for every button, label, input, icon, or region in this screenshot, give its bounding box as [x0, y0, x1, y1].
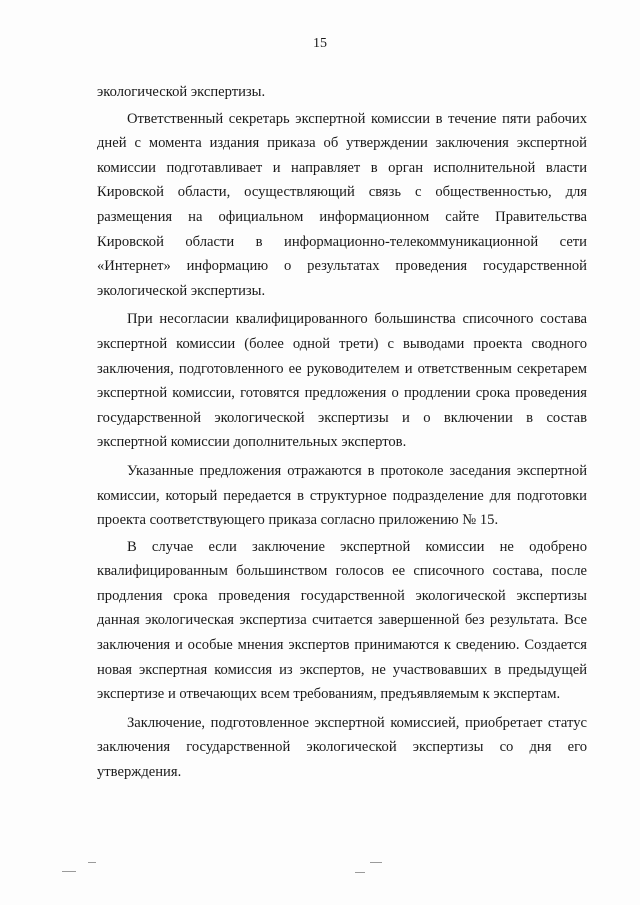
paragraph-continuation: экологической экспертизы.: [97, 84, 266, 100]
page-number: 15: [313, 36, 327, 51]
scan-speck: [370, 862, 382, 863]
scan-speck: [88, 862, 96, 863]
scan-speck: [62, 871, 76, 872]
paragraph-disagreement: При несогласии квалифицированного большинства списочного состава экспертной комиссии (более одной трети) с выводами проекта сводного заключения, подготовленного ее руководителем и ответственным секретарем экспертной комиссии, готовятся предложения о продлении срока проведения государственной экологической экспертизы и о включении в состав экспертной комиссии дополнительных экспертов.: [97, 311, 587, 451]
paragraph-conclusion-status: Заключение, подготовленное экспертной комиссией, приобретает статус заключения государственной экологической экспертизы со дня его утверждения.: [97, 714, 587, 781]
document-body: [97, 80, 587, 785]
paragraph-not-approved: В случае если заключение экспертной комиссии не одобрено квалифицированным большинством голосов ее списочного состава, после продления срока проведения государственной экологической экспертизы данная экологическая экспертиза считается завершенной без результата. Все заключения и особые мнения экспертов принимаются к сведению. Создается новая экспертная комиссия из экспертов, не участвовавших в предыдущей экспертизе и отвечающих всем требованиям, предъявляемым к экспертам.: [97, 538, 587, 703]
scan-speck: [355, 872, 365, 873]
paragraph-proposals: Указанные предложения отражаются в протоколе заседания экспертной комиссии, который передается в структурное подразделение для подготовки проекта соответствующего приказа согласно приложению № 15.: [97, 462, 587, 529]
paragraph-publication: Ответственный секретарь экспертной комиссии в течение пяти рабочих дней с момента издания приказа об утверждении заключения экспертной комиссии подготавливает и направляет в орган исполнительной власти Кировской области, осуществляющий связь с общественностью, для размещения на официальном информационном сайте Правительства Кировской области в информационно-телекоммуникационной сети «Интернет» информацию о результатах проведения государственной экологической экспертизы.: [97, 110, 587, 299]
